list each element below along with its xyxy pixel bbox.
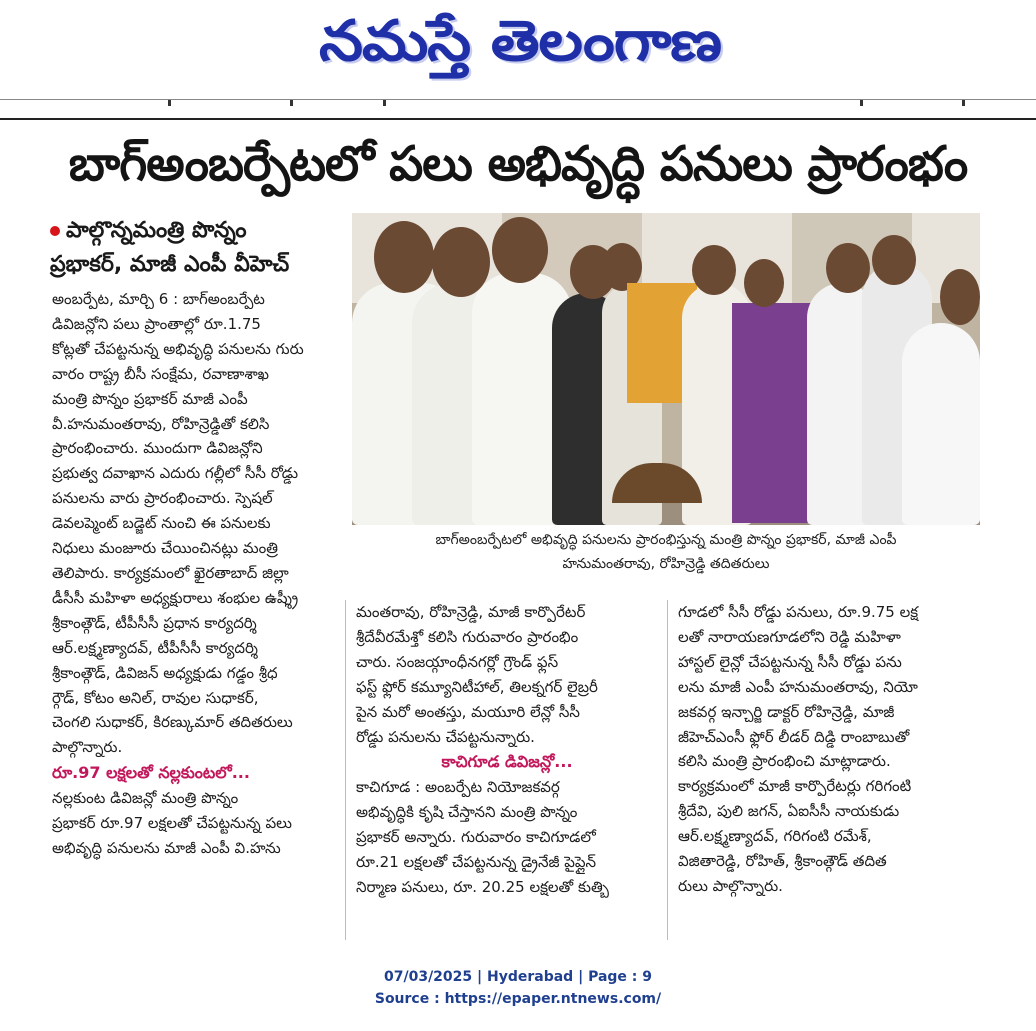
section-heading: రూ.97 లక్షలతో నల్లకుంటలో... — [52, 763, 250, 783]
page-footer — [0, 966, 1036, 1010]
article-photo — [352, 213, 980, 525]
text-line: జకవర్గ ఇన్చార్జి డాక్టర్ రోహిన్రెడ్డి, మాజీ — [678, 702, 895, 721]
text-line: నిధులు మంజూరు చేయించినట్లు మంత్రి — [52, 539, 279, 558]
text-line: లను మాజీ ఎంపీ హనుమంతరావు, నియో — [678, 677, 918, 696]
text-line: ర్గౌడ్, కోటం అనిల్, రావుల సుధాకర్, — [52, 688, 259, 707]
text-line: ప్రభాకర్ అన్నారు. గురువారం కాచిగూడలో — [356, 828, 596, 847]
article-column-3 — [678, 600, 980, 899]
text-line: వారం రాష్ట్ర బీసీ సంక్షేమ, రవాణాశాఖ — [52, 364, 269, 383]
source-link[interactable]: Source : https://epaper.ntnews.com/ — [374, 991, 662, 1007]
article-headline: బాగ్అంబర్పేటలో పలు అభివృద్ధి పనులు ప్రారంభం — [68, 136, 968, 192]
text-line: కలిసి మంత్రి ప్రారంభించి మాట్లాడారు. — [678, 752, 891, 771]
text-line: చెంగలి సుధాకర్, కిరణ్కుమార్ తదితరులు — [52, 713, 293, 732]
text-line: అభివృద్ధికి కృషి చేస్తానని మంత్రి పొన్నం — [356, 803, 578, 822]
text-line: డివిజన్లోని పలు ప్రాంతాల్లో రూ.1.75 — [52, 314, 261, 333]
headline-top-rule — [0, 118, 1036, 120]
text-line: చారు. సంజయ్గాంధీనగర్లో గ్రౌండ్ ఫ్లస్ — [356, 652, 559, 671]
text-line: లతో నారాయణగూడలోని రెడ్డి మహిళా — [678, 627, 901, 646]
text-line: ఫస్ట్ ఫ్లోర్ కమ్యూనిటీహాల్, తిలక్నగర్ లైబ్రరీ — [356, 677, 598, 696]
text-line: పైన మరో అంతస్తు, మయూరి లేన్లో సీసీ — [356, 702, 580, 721]
text-line: ఆర్.లక్ష్మణ్యాదవ్, టీపీసీసీ కార్యదర్శి — [52, 638, 258, 657]
column-divider — [667, 600, 668, 940]
caption-line: బాగ్అంబర్పేటలో అభివృద్ధి పనులను ప్రారంభిస్తున్న మంత్రి పొన్నం ప్రభాకర్, మాజీ ఎంపీ — [435, 532, 897, 548]
text-line: హాస్టల్ లైన్లో చేపట్టనున్న సీసీ రోడ్డు పను — [678, 652, 902, 671]
article-column-2 — [356, 600, 658, 900]
text-line: రులు పాల్గొన్నారు. — [678, 876, 783, 895]
section-heading: కాచిగూడ డివిజన్లో... — [441, 752, 573, 772]
newspaper-logo: నమస్తే తెలంగాణ — [319, 9, 721, 74]
text-line: శ్రీకాంత్గౌడ్, డివిజన్ అధ్యక్షుడు గడ్డం శ్రీధ — [52, 663, 278, 682]
article-column-1 — [52, 287, 338, 861]
text-line: అంబర్పేట, మార్చి 6 : బాగ్అంబర్పేట — [52, 290, 265, 308]
text-line: వీ.హనుమంతరావు, రోహిన్రెడ్డితో కలిసి — [52, 414, 270, 433]
text-line: కాచిగూడ : అంబర్పేట నియోజకవర్గ — [356, 778, 560, 797]
text-line: ప్రభుత్వ దవాఖాన ఎదురు గల్లీలో సీసీ రోడ్డు — [52, 464, 299, 483]
edition-info: 07/03/2025 | Hyderabad | Page : 9 — [383, 969, 653, 985]
caption-line: హనుమంతరావు, రోహిన్రెడ్డి తదితరులు — [562, 556, 770, 572]
text-line: పనులను వారు ప్రారంభించారు. స్పెషల్ — [52, 489, 273, 508]
red-bullet-icon — [50, 226, 60, 236]
text-line: నిర్మాణ పనులు, రూ. 20.25 లక్షలతో కుత్బి — [356, 878, 609, 897]
text-line: అభివృద్ధి పనులను మాజీ ఎంపీ వి.హను — [52, 839, 281, 858]
text-line: జీహెచ్ఎంసీ ఫ్లోర్ లీడర్ దిడ్డి రాంబాబుతో — [678, 727, 910, 746]
text-line: శ్రీదేవీరమేశ్తో కలిసి గురువారం ప్రారంభిం — [356, 627, 579, 646]
text-line: ఆర్.లక్ష్మణ్యాదవ్, గరిగంటి రమేశ్, — [678, 827, 872, 846]
article-subhead — [50, 214, 350, 282]
text-line: కార్యక్రమంలో మాజీ కార్పొరేటర్లు గరిగంటి — [678, 777, 912, 796]
text-line: పాల్గొన్నారు. — [52, 738, 123, 757]
text-line: రూ.21 లక్షలతో చేపట్టనున్న డ్రైనేజీ పైప్లైన్ — [356, 853, 597, 872]
subhead-line: పాల్గొన్నమంత్రి పొన్నం — [66, 218, 247, 243]
text-line: శ్రీకాంత్గౌడ్, టీపీసీసీ ప్రధాన కార్యదర్శి — [52, 613, 257, 632]
text-line: మంత్రి పొన్నం ప్రభాకర్ మాజీ ఎంపీ — [52, 389, 248, 408]
column-divider — [345, 600, 346, 940]
text-line: గూడలో సీసీ రోడ్డు పనులు, రూ.9.75 లక్ష — [678, 603, 919, 621]
text-line: విజితారెడ్డి, రోహిత్, శ్రీకాంత్గౌడ్ తదిత — [678, 852, 887, 871]
text-line: డీసీసీ మహిళా అధ్యక్షురాలు శంభుల ఉష్శ్రీ — [52, 588, 299, 607]
masthead — [0, 0, 1036, 100]
text-line: ప్రారంభించారు. ముందుగా డివిజన్లోని — [52, 439, 263, 458]
photo-caption — [352, 528, 980, 576]
text-line: డెవలప్మెంట్ బడ్జెట్ నుంచి ఈ పనులకు — [52, 514, 271, 533]
text-line: మంతరావు, రోహిన్రెడ్డి, మాజీ కార్పొరేటర్ — [356, 603, 586, 621]
text-line: తెలిపారు. కార్యక్రమంలో ఖైరతాబాద్ జిల్లా — [52, 563, 289, 582]
subhead-line: ప్రభాకర్, మాజీ ఎంపీ వీహెచ్ — [50, 252, 290, 277]
text-line: శ్రీదేవి, పులి జగన్, ఏఐసీసీ నాయకుడు — [678, 802, 900, 821]
masthead-ticks — [0, 100, 1036, 108]
text-line: రోడ్డు పనులను చేపట్టనున్నారు. — [356, 727, 535, 746]
text-line: ప్రభాకర్ రూ.97 లక్షలతో చేపట్టనున్న పలు — [52, 814, 292, 833]
text-line: నల్లకుంట డివిజన్లో మంత్రి పొన్నం — [52, 789, 239, 808]
text-line: కోట్లతో చేపట్టనున్న అభివృద్ధి పనులను గురు — [52, 339, 304, 358]
